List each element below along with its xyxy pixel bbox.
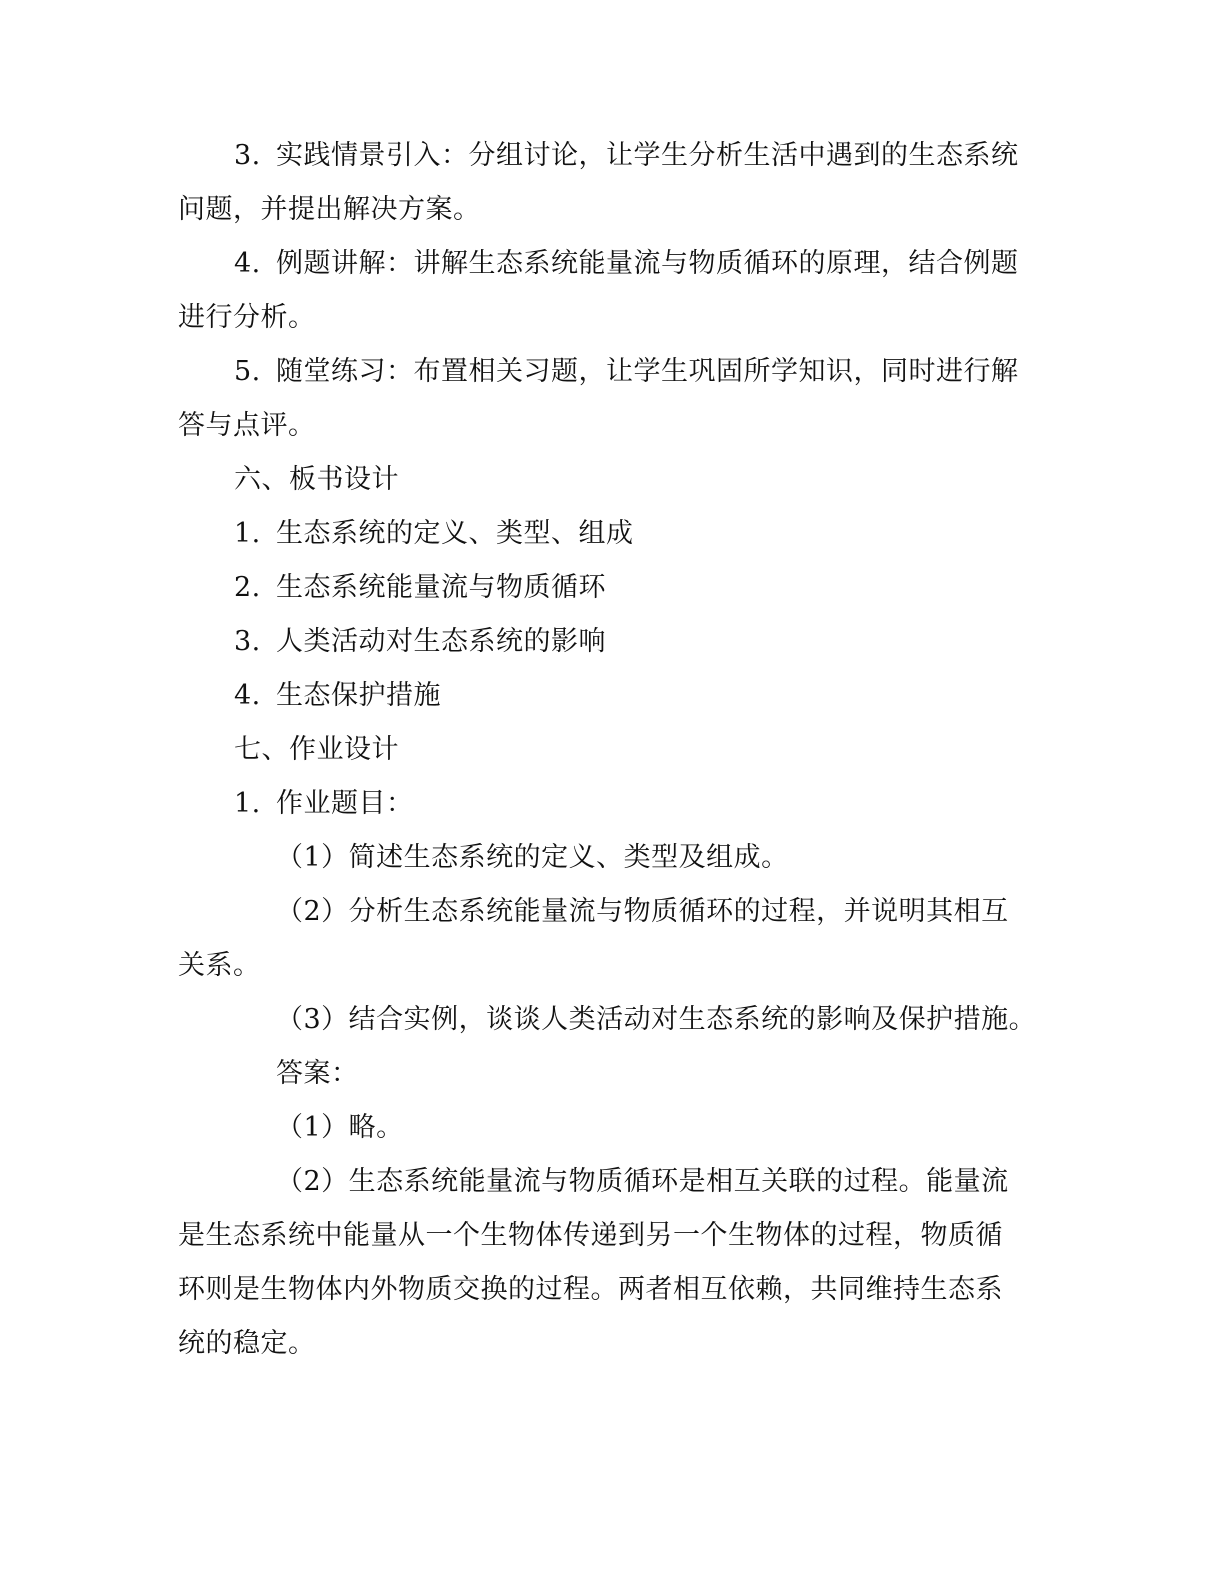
list-item-practice-intro [234, 139, 1019, 173]
answer-heading: 答案： [276, 1058, 359, 1089]
list-text: 例题讲解：讲解生态系统能量流与物质循环的原理，结合例题 [276, 248, 1019, 279]
list-item-homework-questions [234, 787, 414, 821]
list-number: 1. [234, 788, 261, 819]
list-item-board-2 [234, 571, 606, 605]
list-text: 作业题目： [276, 788, 414, 819]
list-text: 随堂练习：布置相关习题，让学生巩固所学知识，同时进行解 [276, 356, 1019, 387]
paragraph-continuation: 是生态系统中能量从一个生物体传递到另一个生物体的过程，物质循 [178, 1220, 1003, 1251]
list-number: 3. [234, 626, 261, 657]
list-number: 1. [234, 518, 261, 549]
paragraph-continuation: 统的稳定。 [178, 1328, 316, 1359]
list-item-board-4 [234, 679, 441, 713]
list-text: 生态系统能量流与物质循环 [276, 572, 606, 603]
paragraph-continuation: 关系。 [178, 950, 261, 981]
list-text: 人类活动对生态系统的影响 [276, 626, 606, 657]
paragraph-continuation: 进行分析。 [178, 302, 316, 333]
question-1: （1）简述生态系统的定义、类型及组成。 [276, 842, 789, 873]
question-3: （3）结合实例，谈谈人类活动对生态系统的影响及保护措施。 [276, 1004, 1037, 1035]
answer-1: （1）略。 [276, 1112, 404, 1143]
paragraph-continuation: 答与点评。 [178, 410, 316, 441]
list-number: 3. [234, 140, 261, 171]
answer-2: （2）生态系统能量流与物质循环是相互关联的过程。能量流 [276, 1166, 1009, 1197]
question-2: （2）分析生态系统能量流与物质循环的过程，并说明其相互 [276, 896, 1009, 927]
list-number: 5. [234, 356, 261, 387]
paragraph-continuation: 环则是生物体内外物质交换的过程。两者相互依赖，共同维持生态系 [178, 1274, 1003, 1305]
list-text: 实践情景引入：分组讨论，让学生分析生活中遇到的生态系统 [276, 140, 1019, 171]
list-number: 4. [234, 680, 261, 711]
list-item-board-1 [234, 517, 634, 551]
list-item-example-explain [234, 247, 1019, 281]
list-number: 4. [234, 248, 261, 279]
list-text: 生态系统的定义、类型、组成 [276, 518, 634, 549]
list-item-board-3 [234, 625, 606, 659]
list-text: 生态保护措施 [276, 680, 441, 711]
section-heading-homework-design: 七、作业设计 [234, 734, 399, 765]
paragraph-continuation: 问题，并提出解决方案。 [178, 194, 481, 225]
list-number: 2. [234, 572, 261, 603]
section-heading-board-design: 六、板书设计 [234, 464, 399, 495]
list-item-class-practice [234, 355, 1019, 389]
